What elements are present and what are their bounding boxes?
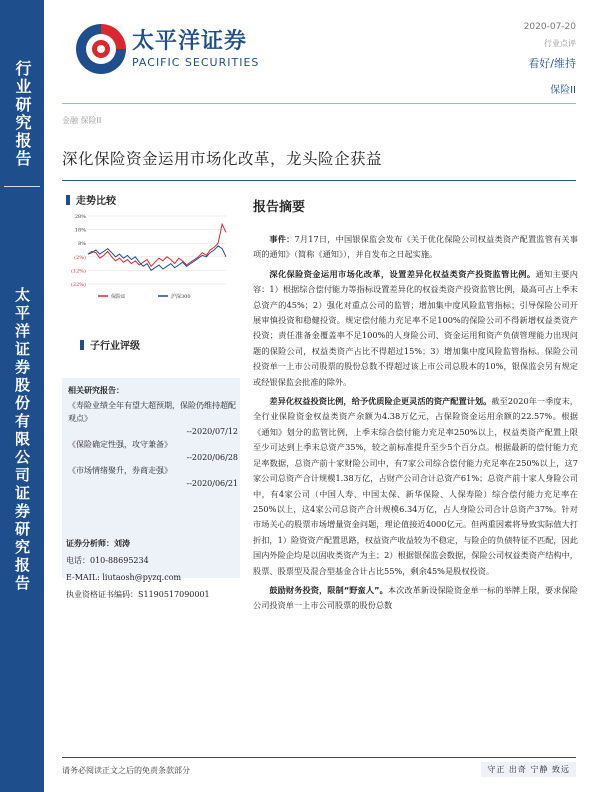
sidebar-divider — [4, 186, 40, 187]
report-meta — [524, 22, 576, 96]
y-tick-label: (22%) — [70, 282, 86, 288]
page-title: 深化保险资金运用市场化改革，龙头险企获益 — [62, 150, 383, 168]
footer-divider — [62, 757, 576, 758]
related-item-title[interactable]: 《保险确定性强，攻守兼备》 — [68, 440, 172, 449]
analyst-info — [66, 535, 242, 603]
sidebar-bottom-label: 太平洋证券股份有限公司证券研究报告 — [13, 287, 31, 593]
header-divider — [62, 103, 576, 104]
industry-rating: 看好/维持 — [528, 57, 576, 70]
summary-paragraph: 事件：7月17日，中国银保监会发布《关于优化保险公司权益类资产配置监管有关事项的通知》（简称《通知》），并自发布之日起实施。 — [253, 234, 578, 260]
section-marker-icon — [66, 195, 70, 205]
footer-motto: 守正 出奇 宁静 致远 — [481, 762, 576, 777]
footer-disclaimer: 请务必阅读正文之后的免责条款部分 — [62, 766, 190, 775]
sub-rating-heading: 子行业评级 — [80, 337, 140, 352]
related-item-date: --2020/06/21 — [186, 479, 238, 488]
trend-chart — [66, 212, 232, 302]
related-item-title[interactable]: 《寿险业绩全年有望大超预期，保险仍维持超配观点》 — [68, 401, 236, 423]
summary-paragraph: 深化保险资金运用市场化改革，设置差异化权益类资产投资监管比例。通知主要内容：1）根据综合偿付能力等指标设置差异化的权益类资产投资监管比例，最高可占上季末总资产的45%；2）强化对重点公司的监管；增加集中度风险监管指标；引导保险公司开展审慎投资和稳健投资。规定偿付能力充足率不足100%的保险公司不得新增权益类资产投资；责任准备金覆盖率不足100%的人身险公司、资金运用和资产负债管理能力出现问题的保险公司，权益类资产占比不得超过15%；3）增加集中度风险监管指标。保险公司投资单一上市公司股票的股份总数不得超过该上市公司总股本的10%，银保监会另有规定或经银保监会批准的除外。 — [253, 268, 578, 387]
sidebar-top-label: 行业研究报告 — [13, 60, 32, 168]
related-item-title[interactable]: 《市场情绪聚升，券商走强》 — [68, 466, 172, 475]
analyst-phone: 电话：010-88695234 — [66, 556, 149, 565]
report-type: 行业点评 — [544, 39, 576, 48]
trend-heading: 走势比较 — [66, 192, 116, 207]
y-tick-label: 8% — [78, 241, 86, 248]
related-item-date: --2020/07/12 — [186, 427, 238, 436]
breadcrumb: 金融 保险II — [62, 116, 102, 125]
y-tick-label: (2%) — [74, 254, 86, 261]
analyst-license: 执业资格证书编码：S1190517090001 — [66, 590, 210, 599]
industry-name: 保险II — [550, 85, 576, 96]
legend-label: 保险II — [111, 294, 125, 300]
legend-label: 沪深300 — [171, 294, 191, 300]
summary-paragraph: 差异化权益投资比例，给予优质险企更灵活的资产配置计划。截至2020年一季度末，全行业保险资金权益类资产余额为4.38万亿元，占保险资金运用余额的22.57%。根据《通知》划分的监管比例，上季末综合偿付能力充足率250%以上，权益类资产配置上限至少可达到上季末总资产35%，较之前标准提升至少5个百分点。根据最新的偿付能力充足率数据，总资产前十家财险公司中，有7家公司综合偿付能力充足率在250%以上，这7家公司总资产合计规模1.38万亿，占财产公司合计总资产61%；总资产前十家人身险公司中，有4家公司（中国人寿、中国太保、新华保险、人保寿险）综合偿付能力充足率在250%以上，这4家公司总资产合计规模6.34万亿，占人身险公司合计总资产37%。针对市场关心的股票市场增量资金问题，理论值接近4000亿元。但两重因素将导致实际值大打折扣，1）险资资产配置思路，权益资产收益较为不稳定，与险企的负债特征不匹配，因此国内外险企均是以固收类资产为主；2）根据银保监会数据，保险公司权益类资产结构中，股票、股票型及混合型基金合计占比55%，剩余45%是股权投资。 — [253, 396, 578, 576]
sidebar — [0, 0, 44, 792]
analyst-name: 证券分析师：刘涛 — [66, 539, 130, 548]
related-item-date: --2020/06/28 — [186, 453, 238, 462]
report-date: 2020-07-20 — [523, 22, 576, 32]
summary-heading: 报告摘要 — [253, 200, 306, 215]
y-tick-label: 28% — [74, 214, 86, 220]
brand-cn-name: 太平洋证券 — [132, 29, 248, 54]
brand-logo — [72, 18, 262, 82]
summary-paragraph: 鼓励财务投资，限制“野蛮人”。本次改革新设保险资金单一标的举牌上限，要求保险公司投资单一上市公司股票的股份总数 — [253, 584, 578, 611]
related-heading: 相关研究报告： — [68, 386, 124, 395]
brand-en-name: PACIFIC SECURITIES — [132, 56, 260, 69]
logo-emblem-icon — [72, 20, 130, 78]
title-divider — [62, 180, 576, 181]
analyst-email[interactable]: E-MAIL: liutaosh@pyzq.com — [66, 573, 182, 582]
series-line — [88, 246, 226, 271]
section-marker-icon — [80, 340, 84, 350]
series-line — [88, 224, 226, 266]
summary-body — [253, 232, 578, 618]
y-tick-label: (12%) — [70, 268, 86, 275]
related-reports — [68, 384, 238, 490]
y-tick-label: 18% — [74, 227, 86, 234]
